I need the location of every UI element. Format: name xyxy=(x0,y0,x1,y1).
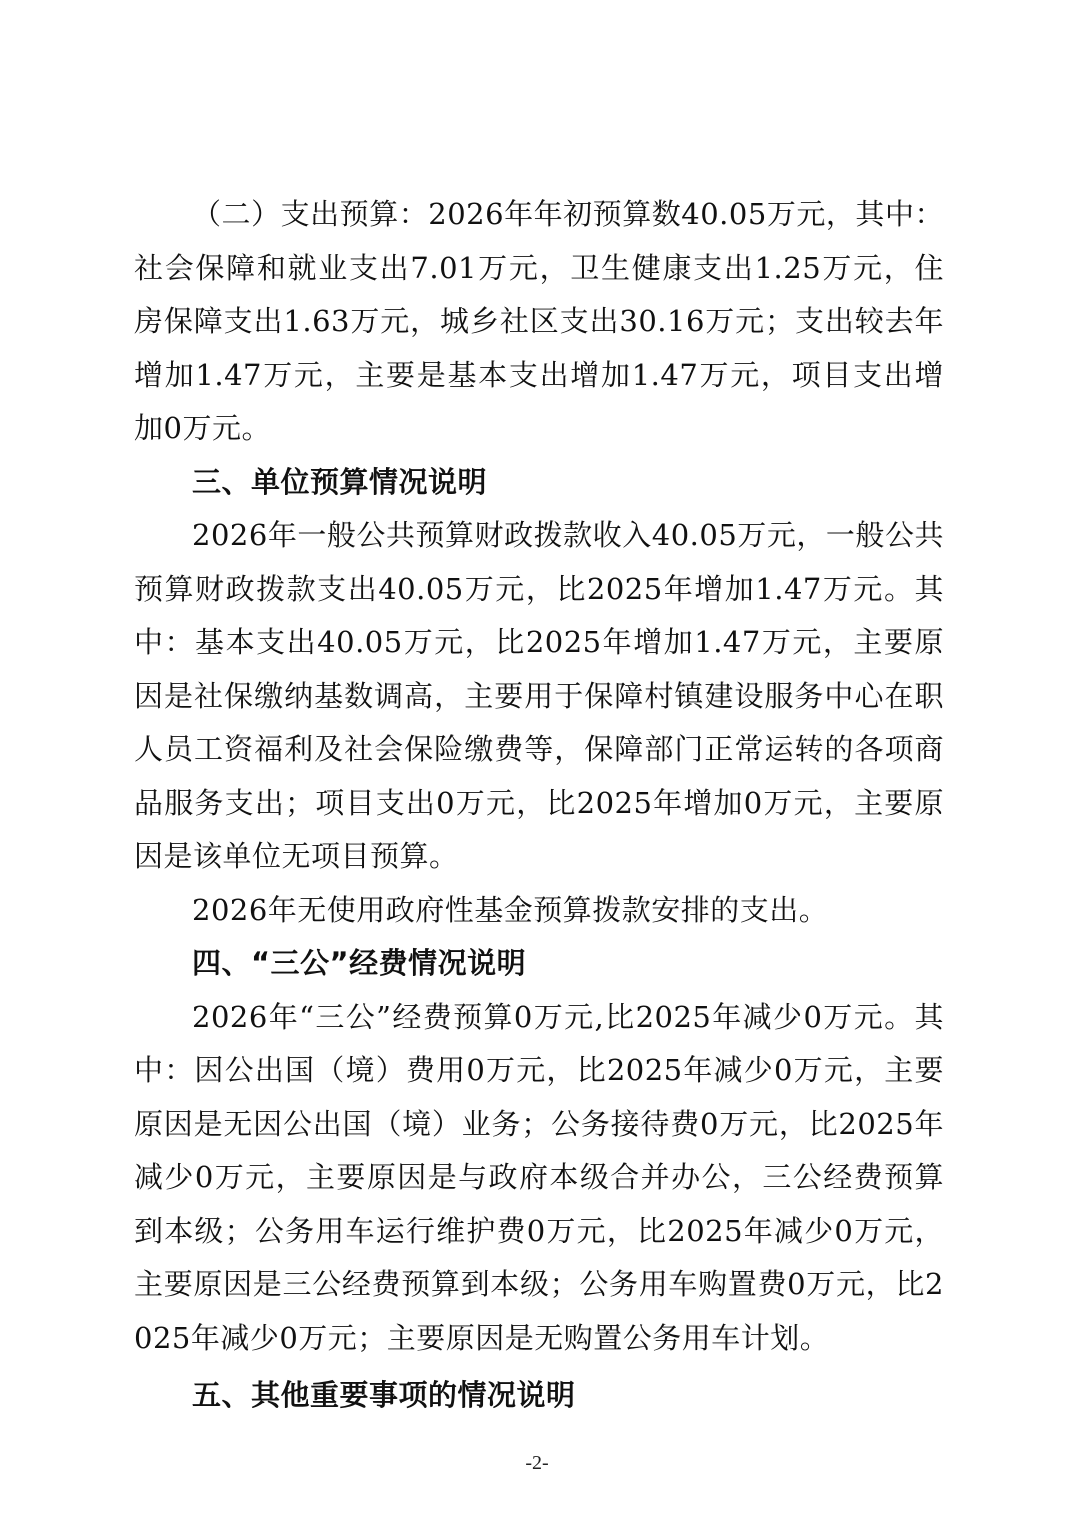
document-body xyxy=(134,188,944,1423)
page-number: -2- xyxy=(525,1452,549,1474)
paragraph-government-fund: 2026年无使用政府性基金预算拨款安排的支出。 xyxy=(192,892,829,927)
paragraph-unit-budget: 2026年一般公共预算财政拨款收入40.05万元，一般公共预算财政拨款支出40.05万元，比2025年增加1.47万元。其中：基本支出40.05万元，比2025年增加1.47万元，主要原因是社保缴纳基数调高，主要用于保障村镇建设服务中心在职人员工资福利及社会保险缴费等，保障部门正常运转的各项商品服务支出；项目支出0万元，比2025年增加0万元，主要原因是该单位无项目预算。 xyxy=(134,518,944,873)
paragraph-expenditure-budget: （二）支出预算：2026年年初预算数40.05万元，其中：社会保障和就业支出7.01万元，卫生健康支出1.25万元，住房保障支出1.63万元，城乡社区支出30.16万元；支出较去年增加1.47万元，主要是基本支出增加1.47万元，项目支出增加0万元。 xyxy=(134,197,944,445)
section-heading-other-matters: 五、其他重要事项的情况说明 xyxy=(192,1378,576,1412)
paragraph-three-public: 2026年“三公”经费预算0万元,比2025年减少0万元。其中：因公出国（境）费用0万元，比2025年减少0万元，主要原因是无因公出国（境）业务；公务接待费0万元，比2025年减少0万元，主要原因是与政府本级合并办公，三公经费预算到本级；公务用车运行维护费0万元，比2025年减少0万元，主要原因是三公经费预算到本级；公务用车购置费0万元，比2025年减少0万元；主要原因是无购置公务用车计划。 xyxy=(134,999,944,1355)
section-heading-unit-budget: 三、单位预算情况说明 xyxy=(192,464,488,499)
section-heading-three-public: 四、“三公”经费情况说明 xyxy=(192,946,527,980)
